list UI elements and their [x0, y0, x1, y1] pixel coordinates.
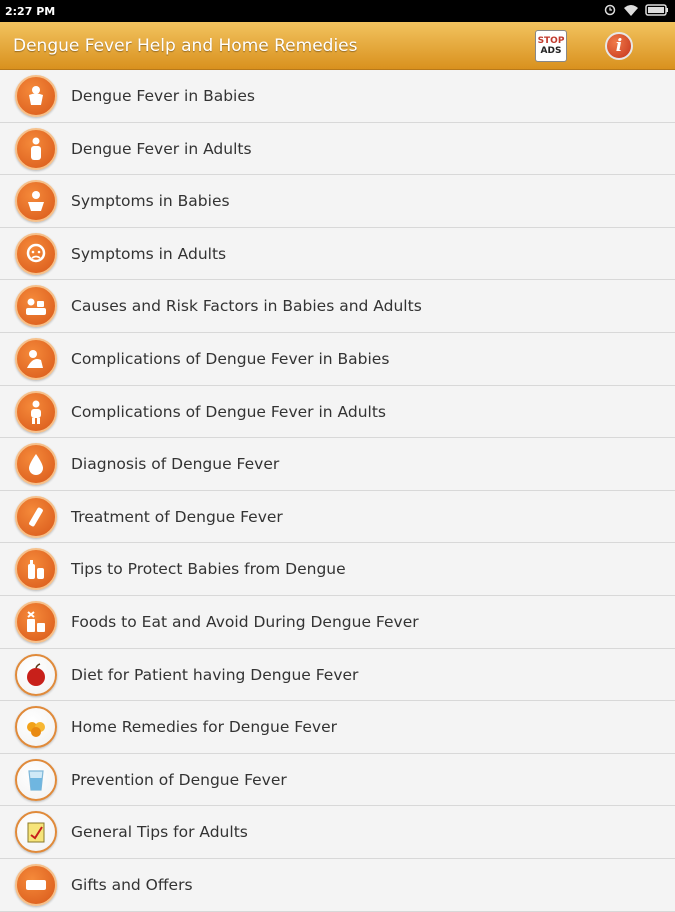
- list-item-label: Symptoms in Babies: [71, 192, 230, 211]
- list-item-label: Treatment of Dengue Fever: [71, 507, 283, 526]
- stop-ads-line2: ADS: [540, 46, 562, 56]
- list-item-label: Gifts and Offers: [71, 875, 193, 894]
- list-item-label: Foods to Eat and Avoid During Dengue Fever: [71, 612, 419, 631]
- list-item-home-remedies[interactable]: [0, 701, 675, 754]
- adult-complications-icon: [15, 391, 57, 433]
- list-item-dengue-babies[interactable]: [0, 70, 675, 123]
- app-bar: [0, 22, 675, 70]
- info-button[interactable]: [605, 32, 633, 60]
- notepad-icon: [15, 811, 57, 853]
- list-item-diagnosis[interactable]: [0, 438, 675, 491]
- protect-babies-icon: [15, 548, 57, 590]
- list-item-label: Tips to Protect Babies from Dengue: [71, 560, 346, 579]
- apple-icon: [15, 654, 57, 696]
- list-item-symptoms-babies[interactable]: [0, 175, 675, 228]
- list-item-label: Diet for Patient having Dengue Fever: [71, 665, 359, 684]
- list-item-protect-babies[interactable]: [0, 543, 675, 596]
- list-item-general-tips[interactable]: [0, 806, 675, 859]
- foods-icon: [15, 601, 57, 643]
- list-item-treatment[interactable]: [0, 491, 675, 544]
- list-item-label: Symptoms in Adults: [71, 244, 227, 263]
- list-item-label: Home Remedies for Dengue Fever: [71, 718, 337, 737]
- baby-icon: [15, 75, 57, 117]
- list-item-symptoms-adults[interactable]: [0, 228, 675, 281]
- list-item-label: Complications of Dengue Fever in Babies: [71, 349, 390, 368]
- baby-symptoms-icon: [15, 180, 57, 222]
- list-item-label: Complications of Dengue Fever in Adults: [71, 402, 386, 421]
- list-item-label: Causes and Risk Factors in Babies and Adults: [71, 297, 422, 316]
- info-icon: i: [615, 36, 623, 56]
- list-item-diet[interactable]: [0, 649, 675, 702]
- battery-icon: [645, 4, 669, 16]
- fruit-bowl-icon: [15, 706, 57, 748]
- list-item-label: Prevention of Dengue Fever: [71, 770, 287, 789]
- treatment-icon: [15, 496, 57, 538]
- stop-ads-line1: STOP: [537, 36, 565, 46]
- diagnosis-icon: [15, 443, 57, 485]
- status-bar: [0, 0, 675, 22]
- list-item-label: General Tips for Adults: [71, 823, 248, 842]
- water-glass-icon: [15, 759, 57, 801]
- adult-symptoms-icon: [15, 233, 57, 275]
- list-item-complications-babies[interactable]: [0, 333, 675, 386]
- list-item-dengue-adults[interactable]: [0, 123, 675, 176]
- app-title: Dengue Fever Help and Home Remedies: [13, 36, 358, 56]
- list-item-gifts-offers[interactable]: [0, 859, 675, 912]
- causes-icon: [15, 285, 57, 327]
- list-item-label: Dengue Fever in Adults: [71, 139, 252, 158]
- adult-icon: [15, 128, 57, 170]
- list-item-label: Dengue Fever in Babies: [71, 87, 255, 105]
- topic-list: [0, 70, 675, 912]
- list-item-complications-adults[interactable]: [0, 386, 675, 439]
- list-item-foods[interactable]: [0, 596, 675, 649]
- status-icons: [603, 3, 669, 17]
- wifi-icon: [623, 3, 639, 17]
- baby-complications-icon: [15, 338, 57, 380]
- list-item-causes[interactable]: [0, 280, 675, 333]
- alarm-icon: [603, 3, 617, 17]
- stop-ads-button[interactable]: [535, 30, 567, 62]
- status-time: 2:27 PM: [5, 4, 56, 18]
- list-item-label: Diagnosis of Dengue Fever: [71, 455, 280, 474]
- list-item-prevention[interactable]: [0, 754, 675, 807]
